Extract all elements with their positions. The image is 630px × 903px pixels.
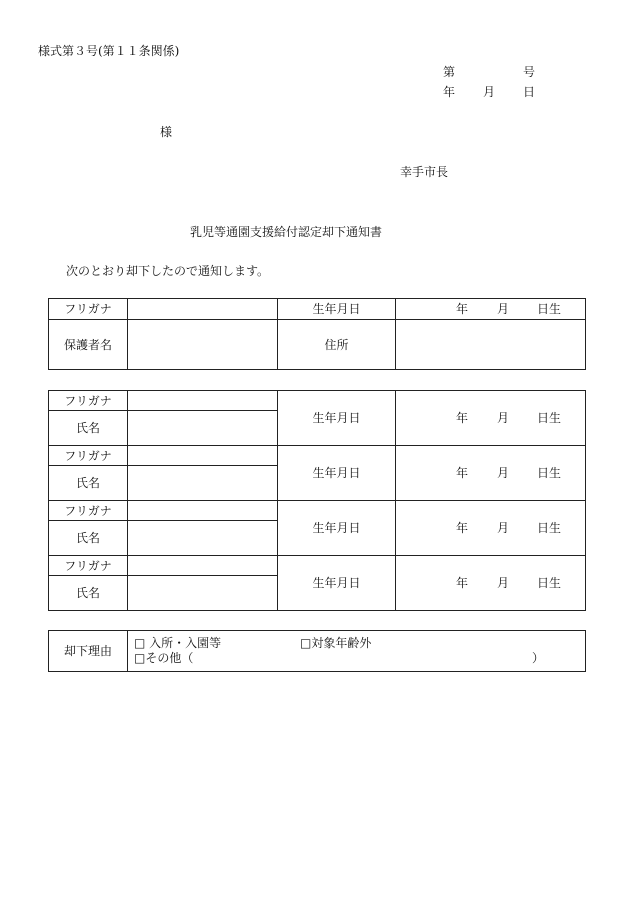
child-furigana-field [128, 391, 278, 411]
date-day: 日生 [537, 302, 562, 316]
reason-table [48, 630, 586, 672]
child-birthdate-label: 生年月日 [278, 391, 396, 446]
body-text: 次のとおり却下したので通知します。 [66, 264, 270, 278]
child-furigana-label: フリガナ [49, 556, 128, 576]
child-name-field [128, 521, 278, 556]
child-name-field [128, 466, 278, 501]
issue-number-dai: 第 [443, 65, 456, 79]
child-name-label: 氏名 [49, 521, 128, 556]
child-birthdate-label: 生年月日 [278, 501, 396, 556]
child-birthdate-field [396, 501, 586, 556]
date-month: 月 [497, 302, 510, 316]
child-name-label: 氏名 [49, 466, 128, 501]
guardian-furigana-field [128, 299, 278, 320]
child-birthdate-field [396, 391, 586, 446]
reason-option-other[interactable]: □その他（ [134, 651, 194, 665]
date-year: 年 [456, 466, 469, 480]
child-furigana-label: フリガナ [49, 391, 128, 411]
date-day: 日生 [537, 521, 562, 535]
issuer-name: 幸手市長 [400, 165, 449, 179]
date-day: 日生 [537, 411, 562, 425]
reason-option-admission[interactable]: □ 入所・入園等 [134, 636, 222, 650]
child-birthdate-label: 生年月日 [278, 556, 396, 611]
reason-label: 却下理由 [49, 631, 128, 672]
issue-date-day: 日 [523, 85, 536, 99]
date-month: 月 [497, 411, 510, 425]
address-field [396, 320, 586, 370]
child-birthdate-label: 生年月日 [278, 446, 396, 501]
child-furigana-field [128, 556, 278, 576]
guardian-furigana-label: フリガナ [49, 299, 128, 320]
addressee-suffix: 様 [160, 125, 173, 139]
reason-option-age[interactable]: □対象年齢外 [300, 636, 372, 650]
children-table [48, 390, 586, 611]
date-day: 日生 [537, 466, 562, 480]
guardian-birthdate-label: 生年月日 [278, 299, 396, 320]
date-month: 月 [497, 466, 510, 480]
child-birthdate-field [396, 556, 586, 611]
date-day: 日生 [537, 576, 562, 590]
date-year: 年 [456, 521, 469, 535]
document-title: 乳児等通園支援給付認定却下通知書 [190, 225, 383, 239]
child-name-label: 氏名 [49, 411, 128, 446]
address-label: 住所 [278, 320, 396, 370]
reason-options [128, 631, 586, 672]
guardian-name-field [128, 320, 278, 370]
guardian-birthdate-field [396, 299, 586, 320]
child-birthdate-field [396, 446, 586, 501]
date-month: 月 [497, 521, 510, 535]
reason-close-paren: ） [532, 651, 545, 665]
issue-number-go: 号 [523, 65, 536, 79]
guardian-name-label: 保護者名 [49, 320, 128, 370]
guardian-table [48, 298, 586, 370]
issue-date-month: 月 [483, 85, 496, 99]
issue-date-year: 年 [443, 85, 456, 99]
child-furigana-label: フリガナ [49, 446, 128, 466]
date-year: 年 [456, 411, 469, 425]
date-year: 年 [456, 302, 469, 316]
child-furigana-label: フリガナ [49, 501, 128, 521]
child-furigana-field [128, 446, 278, 466]
child-name-field [128, 576, 278, 611]
form-number: 様式第３号(第１１条関係) [38, 44, 180, 58]
child-name-field [128, 411, 278, 446]
date-month: 月 [497, 576, 510, 590]
child-name-label: 氏名 [49, 576, 128, 611]
child-furigana-field [128, 501, 278, 521]
date-year: 年 [456, 576, 469, 590]
